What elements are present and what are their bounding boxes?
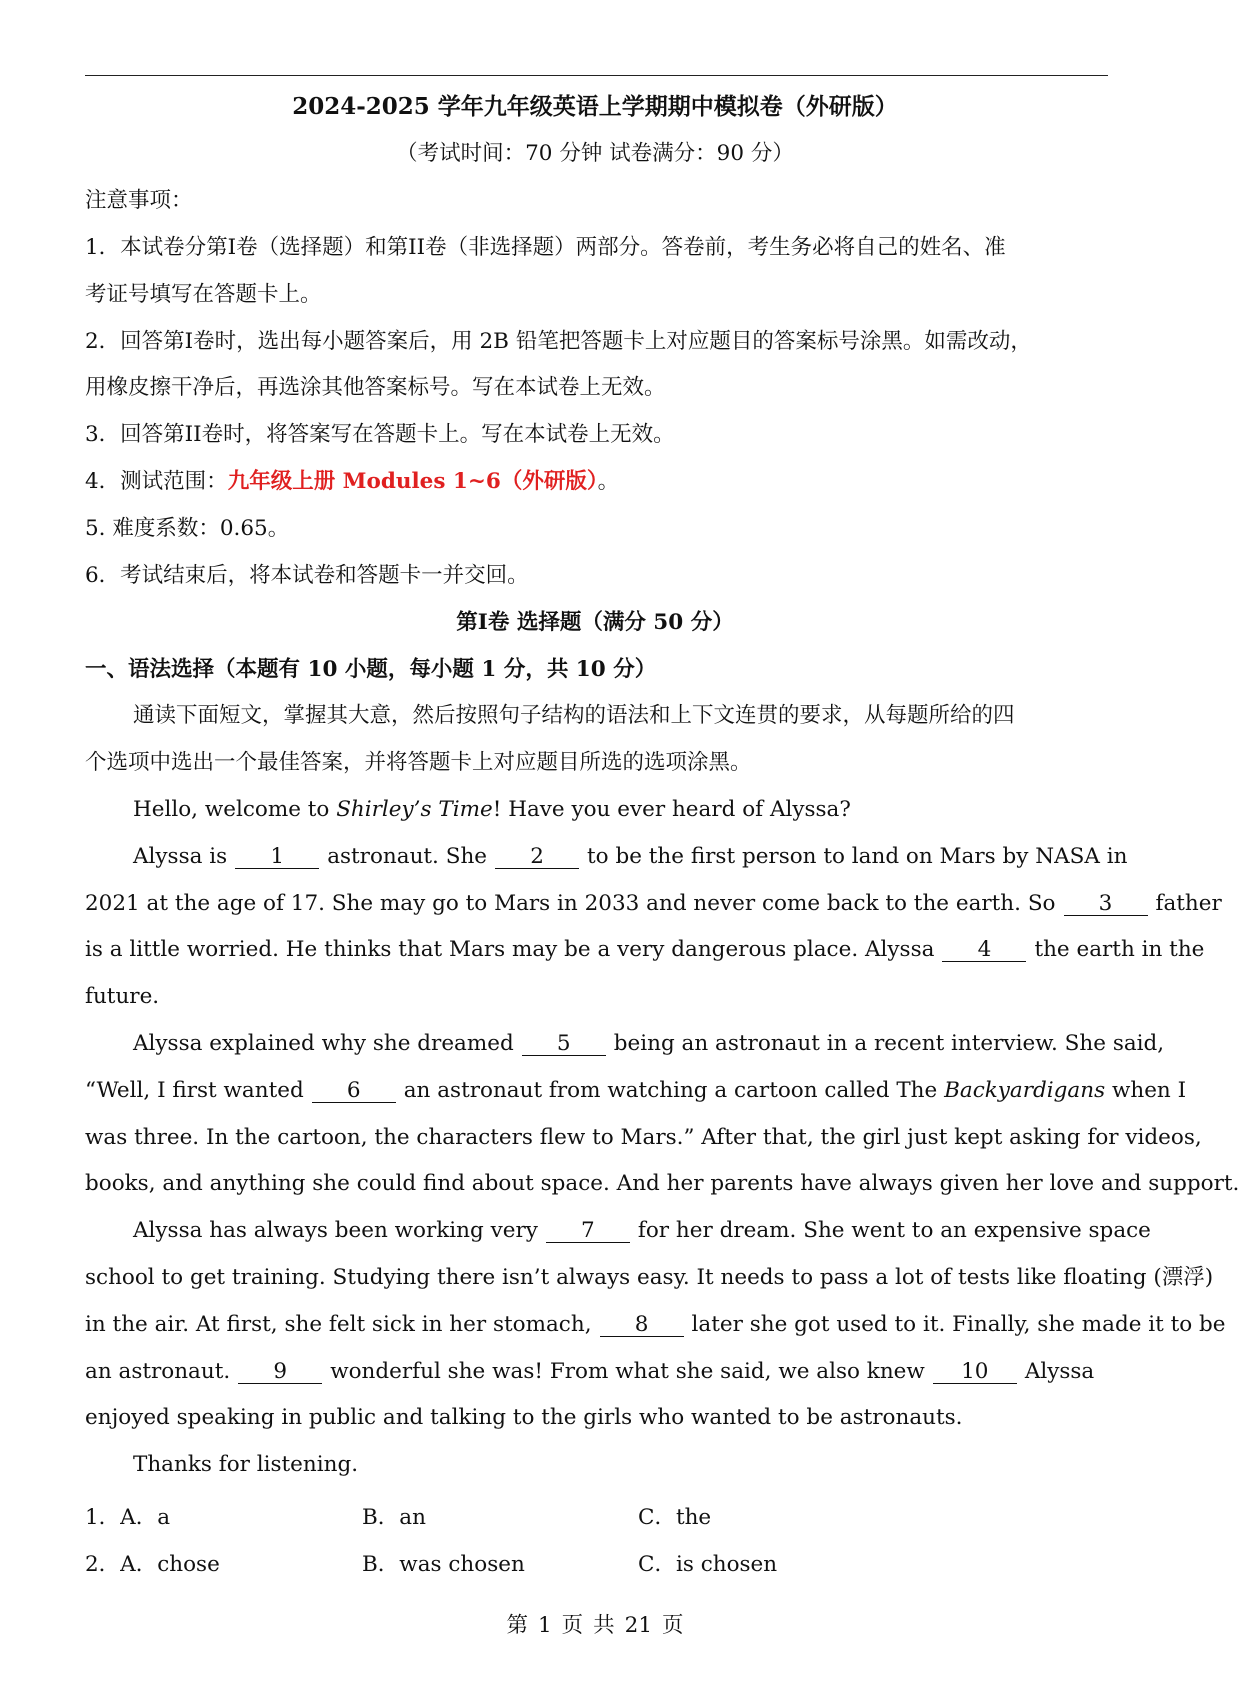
- text: astronaut. She: [327, 844, 488, 869]
- blank-3[interactable]: 3: [1064, 893, 1148, 916]
- question-2-option-b[interactable]: B．was chosen: [362, 1552, 525, 1577]
- passage-line: [85, 787, 1156, 834]
- passage-line: books, and anything she could find about space. And her parents have always given her love and support.: [85, 1171, 1239, 1196]
- blank-4[interactable]: 4: [942, 939, 1026, 962]
- notice-item: 2．回答第I卷时，选出每小题答案后，用 2B 铅笔把答题卡上对应题目的答案标号涂黑。如需改动，: [85, 329, 1032, 354]
- magazine-title: Shirley’s Time: [336, 797, 493, 822]
- text: when I: [1105, 1078, 1187, 1103]
- footer-text: 共: [593, 1613, 615, 1638]
- text: father: [1155, 891, 1222, 916]
- passage-line: Thanks for listening.: [133, 1452, 359, 1477]
- text: is a little worried. He thinks that Mars may be a very dangerous place. Alyssa: [85, 937, 935, 962]
- text: to be the first person to land on Mars by NASA in: [587, 844, 1128, 869]
- passage-line: enjoyed speaking in public and talking to the girls who wanted to be astronauts.: [85, 1405, 963, 1430]
- text: “Well, I first wanted: [85, 1078, 304, 1103]
- notice-item: 用橡皮擦干净后，再选涂其他答案标号。写在本试卷上无效。: [85, 375, 666, 400]
- page-number: 1: [537, 1613, 552, 1638]
- exam-title: 2024-2025 学年九年级英语上学期期中模拟卷（外研版）: [292, 93, 898, 120]
- footer-text: 页: [561, 1613, 584, 1638]
- notice-heading: 注意事项：: [85, 188, 193, 213]
- page-total: 21: [624, 1613, 653, 1638]
- text: wonderful she was! From what she said, we also knew: [330, 1359, 925, 1384]
- part1-heading: 第I卷 选择题（满分 50 分）: [456, 610, 734, 635]
- passage-line: [85, 1021, 1165, 1068]
- page-footer: [0, 1608, 1190, 1639]
- notice-item: 考证号填写在答题卡上。: [85, 282, 322, 307]
- text: being an astronaut in a recent interview. She said,: [613, 1031, 1165, 1056]
- instructions-line: 通读下面短文，掌握其大意，然后按照句子结构的语法和上下文连贯的要求，从每题所给的四: [133, 703, 1015, 728]
- notice-item: 3．回答第II卷时，将答案写在答题卡上。写在本试卷上无效。: [85, 422, 675, 447]
- text: Hello, welcome to: [133, 797, 337, 822]
- blank-10[interactable]: 10: [933, 1361, 1017, 1384]
- blank-8[interactable]: 8: [600, 1314, 684, 1337]
- text: Alyssa has always been working very: [133, 1218, 538, 1243]
- question-1-option-b[interactable]: B．an: [362, 1505, 426, 1530]
- question-1-option-a[interactable]: 1．A．a: [85, 1505, 171, 1530]
- instructions-line: 个选项中选出一个最佳答案，并将答题卡上对应题目所选的选项涂黑。: [85, 750, 752, 775]
- cartoon-title: Backyardigans: [944, 1078, 1106, 1103]
- blank-6[interactable]: 6: [312, 1080, 396, 1103]
- passage-line: school to get training. Studying there isn’t always easy. It needs to pass a lot of tests like floating (漂浮): [85, 1265, 1214, 1290]
- question-1-option-c[interactable]: C．the: [638, 1505, 712, 1530]
- passage-line: [85, 1302, 1226, 1349]
- exam-subtitle: （考试时间：70 分钟 试卷满分：90 分）: [396, 141, 794, 166]
- text: Alyssa is: [133, 844, 228, 869]
- text: 2021 at the age of 17. She may go to Mars in 2033 and never come back to the earth. So: [85, 891, 1056, 916]
- scope-prefix: 4．测试范围：: [85, 469, 228, 494]
- passage-line: was three. In the cartoon, the characters flew to Mars.” After that, the girl just kept asking for videos,: [85, 1125, 1202, 1150]
- text: ! Have you ever heard of Alyssa?: [492, 797, 851, 822]
- passage-line: [85, 1208, 1156, 1255]
- text: later she got used to it. Finally, she made it to be: [691, 1312, 1226, 1337]
- notice-item-scope: [85, 459, 1108, 506]
- notice-item: 5. 难度系数：0.65。: [85, 516, 290, 541]
- text: Alyssa: [1024, 1359, 1095, 1384]
- text: Alyssa explained why she dreamed: [133, 1031, 514, 1056]
- blank-7[interactable]: 7: [546, 1220, 630, 1243]
- passage-line: [85, 1068, 1187, 1115]
- text: an astronaut.: [85, 1359, 231, 1384]
- passage-line: future.: [85, 984, 160, 1009]
- scope-highlight: 九年级上册 Modules 1~6（外研版）: [227, 469, 598, 494]
- question-2-option-c[interactable]: C．is chosen: [638, 1552, 778, 1577]
- blank-5[interactable]: 5: [522, 1033, 606, 1056]
- text: for her dream. She went to an expensive space: [637, 1218, 1151, 1243]
- passage-line: [85, 834, 1156, 881]
- passage-line: [85, 881, 1222, 928]
- text: the earth in the: [1034, 937, 1205, 962]
- scope-suffix: 。: [597, 469, 620, 494]
- blank-9[interactable]: 9: [238, 1361, 322, 1384]
- blank-2[interactable]: 2: [495, 846, 579, 869]
- section-title: 一、语法选择（本题有 10 小题，每小题 1 分，共 10 分）: [85, 657, 657, 682]
- footer-text: 第: [506, 1613, 528, 1638]
- top-divider: [85, 75, 1108, 76]
- text: in the air. At first, she felt sick in her stomach,: [85, 1312, 592, 1337]
- passage-line: [85, 927, 1205, 974]
- footer-text: 页: [662, 1613, 684, 1638]
- passage-line: [85, 1349, 1108, 1396]
- notice-item: 1．本试卷分第I卷（选择题）和第II卷（非选择题）两部分。答卷前，考生务必将自己的姓名、准: [85, 235, 1006, 260]
- notice-item: 6．考试结束后，将本试卷和答题卡一并交回。: [85, 563, 529, 588]
- question-2-option-a[interactable]: 2．A．chose: [85, 1552, 220, 1577]
- blank-1[interactable]: 1: [235, 846, 319, 869]
- text: an astronaut from watching a cartoon called The: [403, 1078, 945, 1103]
